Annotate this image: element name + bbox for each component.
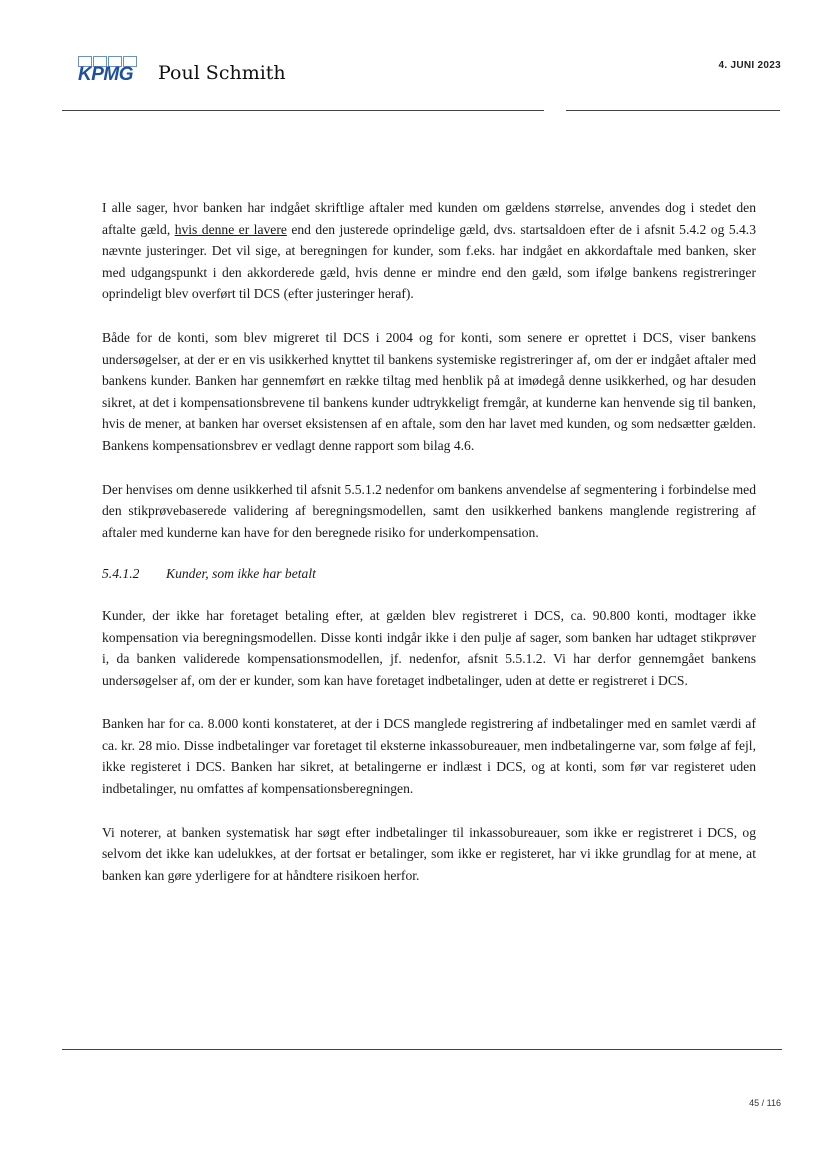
paragraph-6: Vi noterer, at banken systematisk har søgt efter indbetalinger til inkassobureauer, som ikke er registreret i DCS, og selvom det ikke kan udelukkes, at der fortsat er betalinger, som ikke er registeret, har vi ikke grundlag for at mene, at banken kan gøre yderligere for at håndtere risikoen herfor. — [102, 824, 756, 883]
document-date: 4. JUNI 2023 — [718, 60, 781, 71]
paragraph-2: Både for de konti, som blev migreret til DCS i 2004 og for konti, som senere er oprettet i DCS, viser bankens undersøgelser, at der er en vis usikkerhed knyttet til bankens systemiske registreringer af, om der er indgået aftaler med bankens kunder. Banken har gennemført en række tiltag med henblik på at imødegå denne usikkerhed, og har desuden sikret, at det i kompensationsbrevene til bankens kunder udtrykkeligt fremgår, at kunderne kan henvende sig til banken, hvis de mener, at banken har overset eksistensen af en aftale, som den har lavet med kunden, og som nedsætter gælden. Bankens kompensationsbrev er vedlagt denne rapport som bilag 4.6. — [102, 329, 756, 453]
underlined-phrase: hvis denne er lavere — [174, 221, 287, 237]
paragraph-1 — [102, 197, 756, 305]
paragraph-3: Der henvises om denne usikkerhed til afsnit 5.5.1.2 nedenfor om bankens anvendelse af segmentering i forbindelse med den stikprøvebaserede validering af beregningsmodellen, samt den usikkerhed bankens manglende registrering af aftaler med kunderne kan have for den beregnede risiko for underkompensation. — [102, 481, 756, 540]
section-number: 5.4.1.2 — [102, 566, 140, 582]
paragraph-1-text-end: end den justerede oprindelige gæld, dvs. startsaldoen efter de i afsnit 5.4.2 og 5.4.3 nævnte justeringer. Det vil sige, at beregningen for kunder, som f.eks. har indgået en akkordaftale med banken, sker med udgangspunkt i den akkorderede gæld, hvis denne er mindre end den gæld, som ifølge bankens registreringer oprindeligt blev overført til DCS (efter justeringer heraf). — [102, 221, 757, 302]
page-header — [0, 0, 827, 120]
logo-text: KPMG — [78, 64, 133, 85]
author-name: Poul Schmith — [158, 62, 286, 84]
paragraph-5: Banken har for ca. 8.000 konti konstateret, at der i DCS manglede registrering af indbetalinger med en samlet værdi af ca. kr. 28 mio. Disse indbetalinger var foretaget til eksterne inkassobureauer, men indbetalingerne var, som følge af fejl, ikke registeret i DCS. Banken har sikret, at betalingerne er indlæst i DCS, og at konti, som før var registeret uden indbetalinger, nu omfattes af kompensationsberegningen. — [102, 716, 756, 797]
page-number: 45 / 116 — [749, 1098, 781, 1108]
section-title: Kunder, som ikke har betalt — [166, 566, 316, 582]
header-divider-left — [62, 110, 544, 111]
document-body — [102, 197, 756, 908]
kpmg-logo — [78, 56, 140, 86]
paragraph-1-text-start: I alle sager, hvor banken har indgået skriftlige aftaler med kunden om gældens størrelse, anvendes dog i stedet den aftalte gæld, — [102, 200, 756, 237]
section-heading — [102, 563, 756, 585]
footer-divider — [62, 1049, 782, 1050]
paragraph-4: Kunder, der ikke har foretaget betaling efter, at gælden blev registreret i DCS, ca. 90.800 konti, modtager ikke kompensation via beregningsmodellen. Disse konti indgår ikke i den pulje af sager, som banken har udtaget stikprøver i, da banken validerede kompensationsmodellen, jf. nedenfor, afsnit 5.5.1.2. Vi har derfor gennemgået bankens undersøgelser af, om der er kunder, som kan have foretaget indbetalinger, uden at dette er registreret i DCS. — [102, 607, 756, 688]
header-divider-right — [566, 110, 780, 111]
